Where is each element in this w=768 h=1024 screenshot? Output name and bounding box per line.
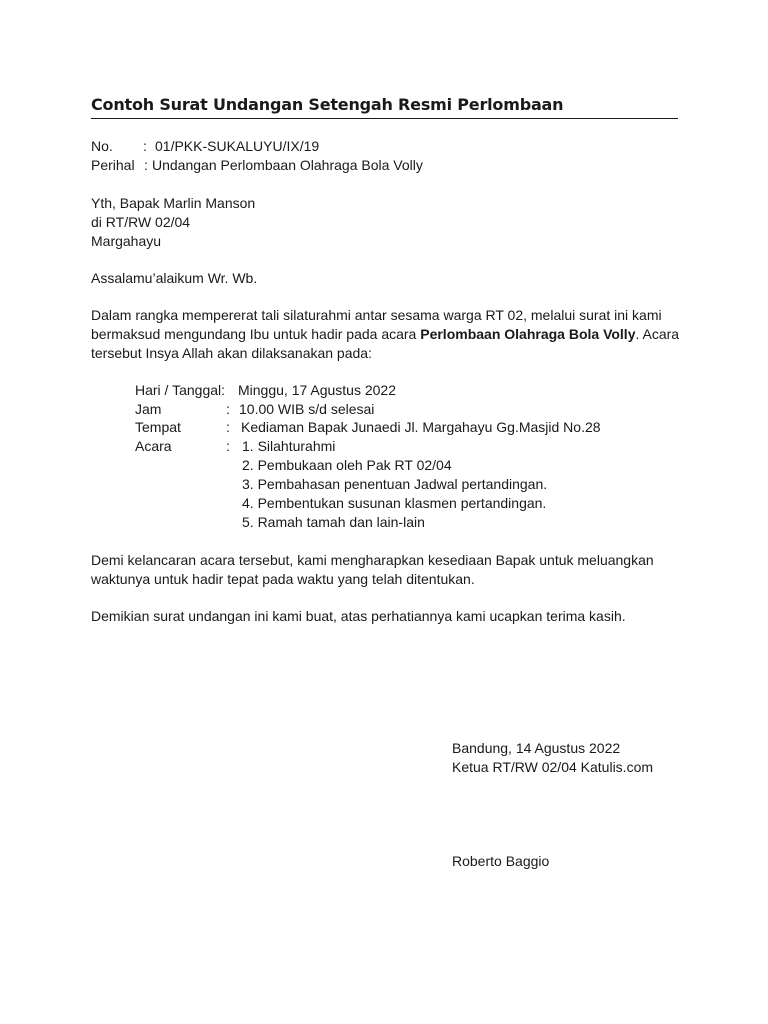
no-value: 01/PKK-SUKALUYU/IX/19	[155, 138, 320, 154]
acara-item: 5. Ramah tamah dan lain-lain	[242, 514, 425, 530]
perihal-value: Undangan Perlombaan Olahraga Bola Volly	[152, 157, 423, 173]
acara-item: 4. Pembentukan susunan klasmen pertandingan.	[242, 495, 547, 511]
closing-sentence: Demikian surat undangan ini kami buat, atas perhatiannya kami ucapkan terima kasih.	[91, 608, 626, 624]
signature-place-date: Bandung, 14 Agustus 2022	[452, 740, 621, 756]
title-underline	[91, 118, 678, 119]
acara-colon: :	[226, 438, 230, 454]
acara-item: 1. Silahturahmi	[242, 438, 336, 454]
event-name: Perlombaan Olahraga Bola Volly	[420, 326, 636, 342]
perihal-colon: :	[144, 157, 148, 173]
intro-line-3: tersebut Insya Allah akan dilaksanakan pada:	[91, 345, 372, 361]
signature-position: Ketua RT/RW 02/04 Katulis.com	[452, 759, 654, 775]
intro-line-2-text: bermaksud mengundang Ibu untuk hadir pada acara	[91, 326, 421, 342]
perihal-label: Perihal	[91, 157, 135, 173]
recipient-name: Yth, Bapak Marlin Manson	[91, 195, 256, 211]
recipient-city: Margahayu	[91, 233, 162, 249]
tempat-label: Tempat	[135, 419, 181, 435]
acara-item: 3. Pembahasan penentuan Jadwal pertandingan.	[242, 476, 548, 492]
signature-name: Roberto Baggio	[452, 853, 550, 869]
hari-value: Minggu, 17 Agustus 2022	[238, 382, 397, 398]
intro-line-2	[91, 325, 679, 343]
hari-label: Hari / Tanggal:	[135, 382, 226, 398]
jam-value: 10.00 WIB s/d selesai	[239, 401, 375, 417]
recipient-address: di RT/RW 02/04	[91, 214, 191, 230]
tempat-colon: :	[226, 419, 230, 435]
intro-line-2-tail: . Acara	[635, 326, 680, 342]
letter-title: Contoh Surat Undangan Setengah Resmi Perlombaan	[91, 95, 564, 114]
jam-label: Jam	[135, 401, 162, 417]
greeting: Assalamu’alaikum Wr. Wb.	[91, 270, 258, 286]
no-label: No.	[91, 138, 113, 154]
tempat-value: Kediaman Bapak Junaedi Jl. Margahayu Gg.Masjid No.28	[241, 419, 601, 435]
no-colon: :	[143, 138, 147, 154]
closing-line-1: Demi kelancaran acara tersebut, kami mengharapkan kesediaan Bapak untuk meluangkan	[91, 552, 654, 568]
jam-colon: :	[226, 401, 230, 417]
closing-line-2: waktunya untuk hadir tepat pada waktu yang telah ditentukan.	[91, 571, 475, 587]
acara-label: Acara	[135, 438, 172, 454]
acara-item: 2. Pembukaan oleh Pak RT 02/04	[242, 457, 452, 473]
intro-line-1: Dalam rangka mempererat tali silaturahmi antar sesama warga RT 02, melalui surat ini kami	[91, 307, 662, 323]
